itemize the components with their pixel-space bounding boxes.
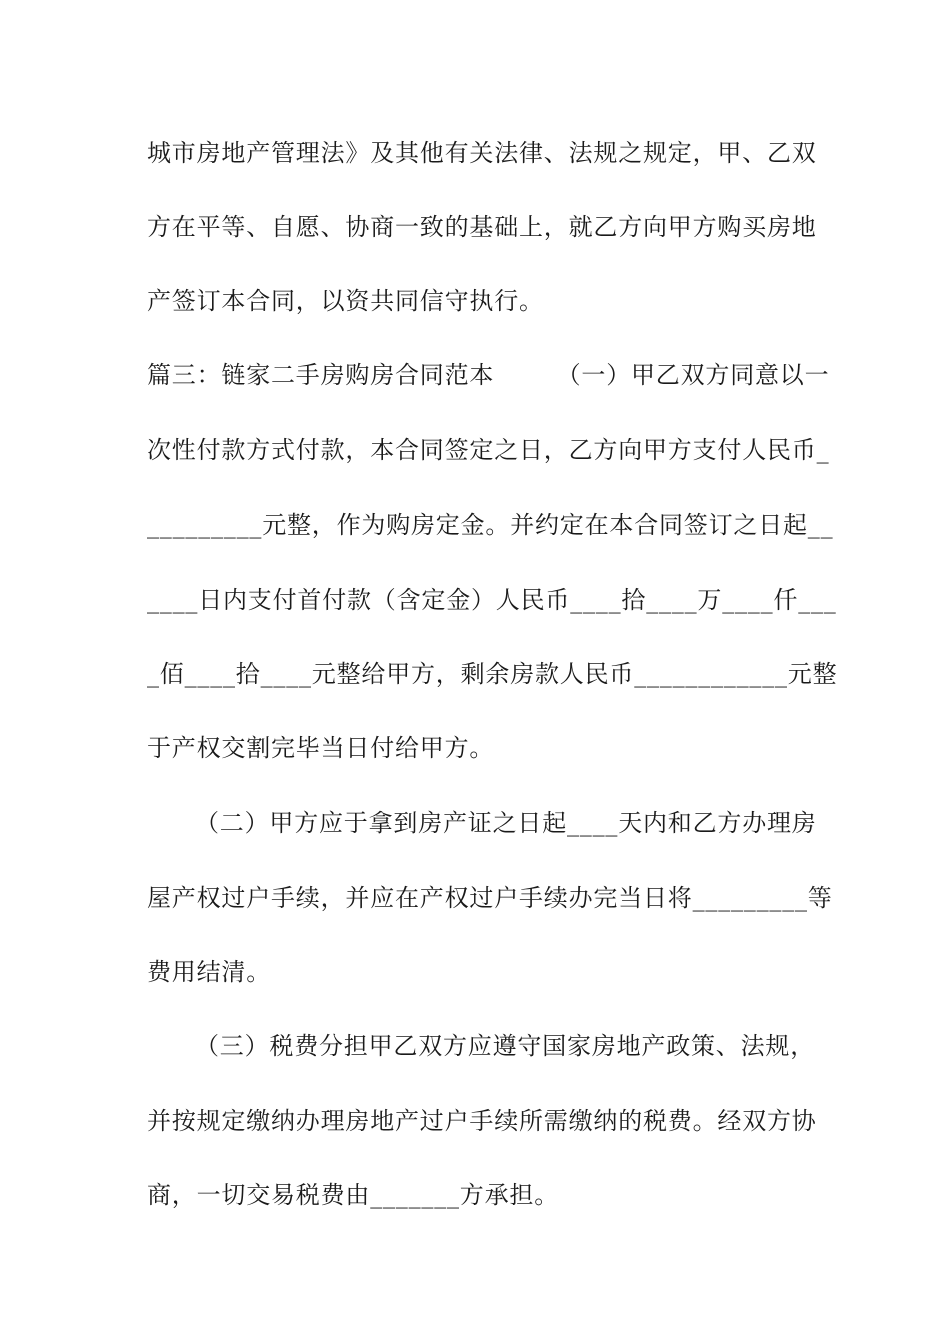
paragraph-start-line: （二）甲方应于拿到房产证之日起____天内和乙方办理房 [195,809,817,837]
text-line: 于产权交割完毕当日付给甲方。 [147,734,495,762]
paragraph-start-line: （三）税费分担甲乙双方应遵守国家房地产政策、法规， [195,1032,815,1060]
text-line: 商，一切交易税费由_______方承担。 [147,1181,559,1209]
text-line: 产签订本合同，以资共同信守执行。 [147,287,544,315]
text-line: 城市房地产管理法》及其他有关法律、法规之规定，甲、乙双 [147,139,817,167]
text-line: 费用结清。 [147,958,271,986]
text-line: _________元整，作为购房定金。并约定在本合同签订之日起__ [147,511,834,539]
text-line: 方在平等、自愿、协商一致的基础上，就乙方向甲方购买房地 [147,213,817,241]
text-line: _佰____拾____元整给甲方，剩余房款人民币____________元整 [147,660,838,688]
text-line: 次性付款方式付款，本合同签定之日，乙方向甲方支付人民币_ [147,436,830,464]
text-line: 并按规定缴纳办理房地产过户手续所需缴纳的税费。经双方协 [147,1107,817,1135]
text-line: ____日内支付首付款（含定金）人民币____拾____万____仟___ [147,586,837,614]
section-heading-line: 篇三：链家二手房购房合同范本 （一）甲乙双方同意以一 [147,361,830,389]
text-line: 屋产权过户手续，并应在产权过户手续办完当日将_________等 [147,884,833,912]
